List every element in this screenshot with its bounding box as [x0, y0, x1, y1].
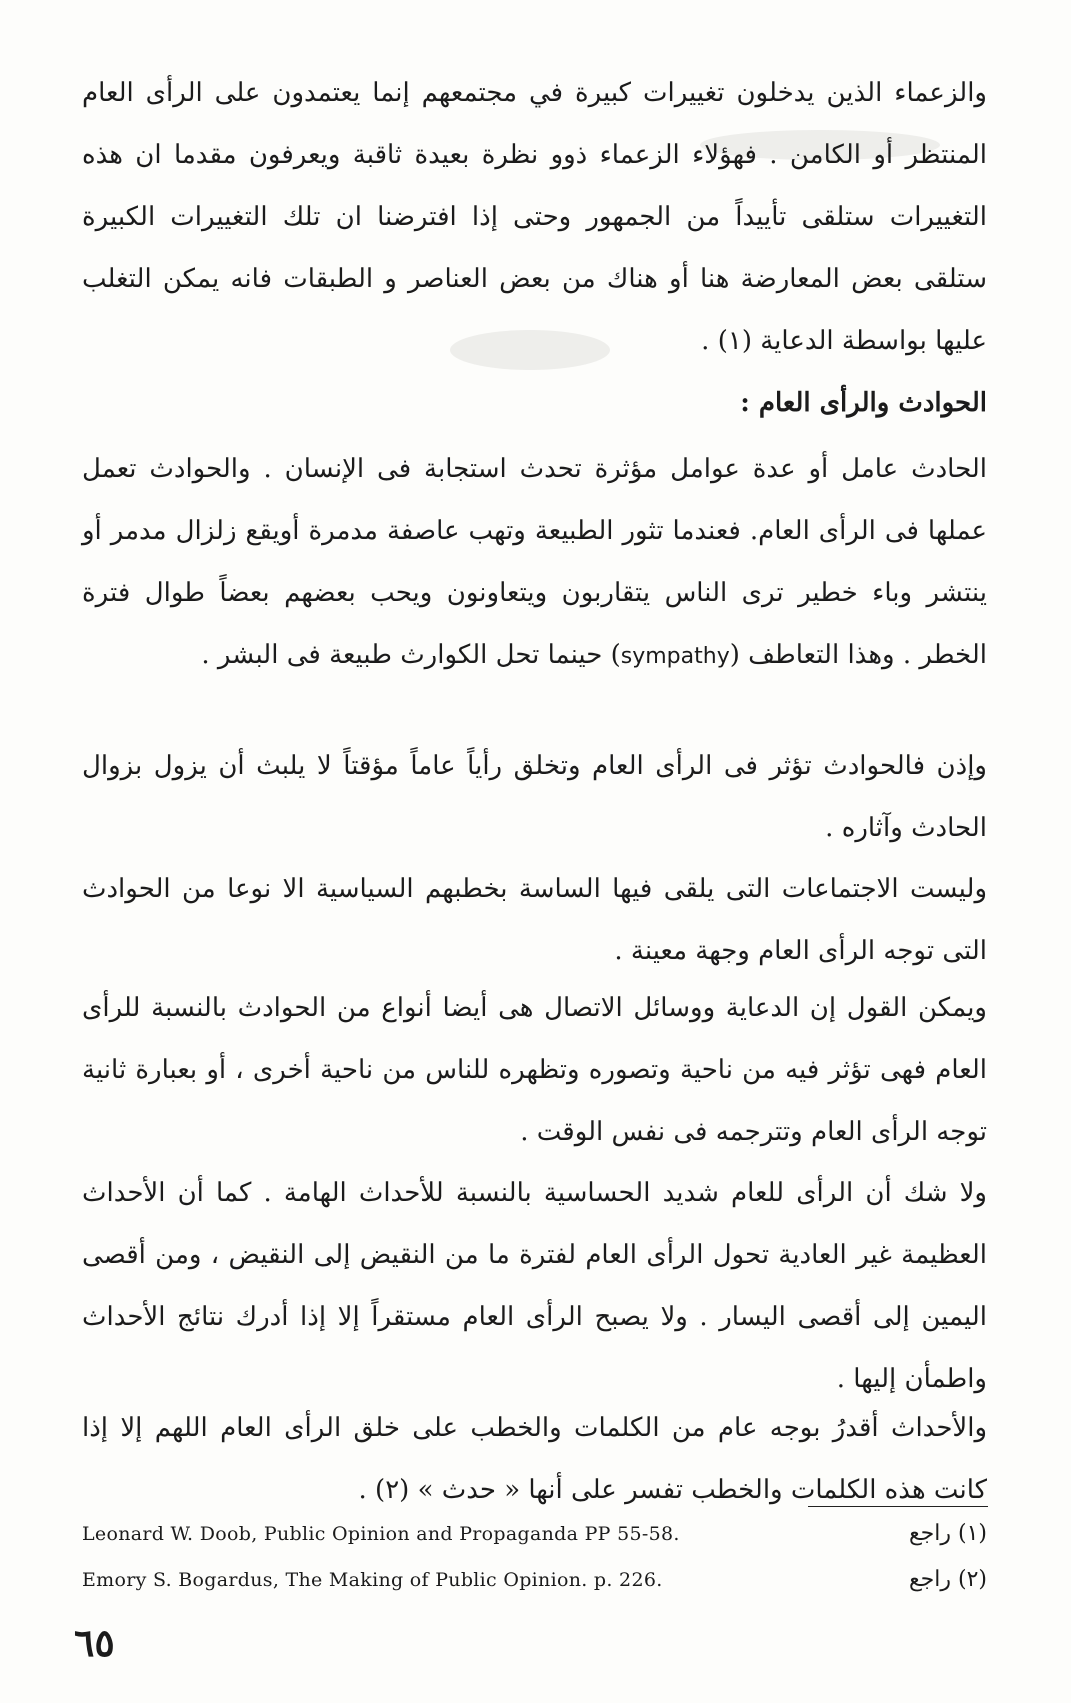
- paragraph-sensitivity: ولا شك أن الرأى للعام شديد الحساسية بالنسبة للأحداث الهامة . كما أن الأحداث العظيمة غير العادية تحول الرأى العام لفترة ما من النقيض إلى النقيض ، ومن أقصى اليمين إلى أقصى اليسار . ولا يصبح الرأى العام مستقراً إلا إذا أدرك نتائج الأحداث واطمأن إليها .: [82, 1178, 988, 1394]
- page-number: ٦٥: [74, 1620, 115, 1665]
- footnote-citation: Emory S. Bogardus, The Making of Public Opinion. p. 226.: [82, 1569, 663, 1591]
- section-heading: الحوادث والرأى العام :: [740, 388, 987, 418]
- footnote-marker: (١) راجع: [908, 1521, 987, 1546]
- paragraph-events: [82, 438, 987, 688]
- paragraph-events-part-b: ) حينما تحل الكوارث طبيعة فى البشر .: [201, 640, 621, 670]
- footnote-marker: (٢) راجع: [908, 1567, 987, 1592]
- paragraph-leaders: والزعماء الذين يدخلون تغييرات كبيرة في مجتمعهم إنما يعتمدون على الرأى العام المنتظر أو الكامن . فهؤلاء الزعماء ذوو نظرة بعيدة ثاقبة ويعرفون مقدما ان هذه التغييرات ستلقى تأييداً من الجمهور وحتى إذا افترضنا ان تلك التغييرات الكبيرة ستلقى بعض المعارضة هنا أو هناك من بعض العناصر و الطبقات فانه يمكن التغلب عليها بواسطة الدعاية (١) .: [82, 78, 987, 356]
- footnote-citation: Leonard W. Doob, Public Opinion and Propaganda PP 55-58.: [82, 1523, 680, 1545]
- paragraph-events-part-a: الحادث عامل أو عدة عوامل مؤثرة تحدث استجابة فى الإنسان . والحوادث تعمل عملها فى الرأى العام. فعندما تثور الطبيعة وتهب عاصفة مدمرة أويقع زلزال مدمر أو ينتشر وباء خطير ترى الناس يتقاربون ويتعاونون ويحب بعضهم بعضاً طوال فترة الخطر . وهذا التعاطف (: [82, 454, 987, 670]
- paragraph-meetings: وليست الاجتماعات التى يلقى فيها الساسة بخطبهم السياسية الا نوعا من الحوادث التى توجه الرأى العام وجهة معينة .: [82, 874, 987, 966]
- latin-term: sympathy: [620, 644, 730, 669]
- footnote-divider: [808, 1506, 988, 1507]
- footnote: [82, 1517, 987, 1551]
- footnote: [82, 1563, 987, 1597]
- paragraph-temporary-opinion: وإذن فالحوادث تؤثر فى الرأى العام وتخلق رأياً عاماً مؤقتاً لا يلبث أن يزول بزوال الحادث وآثاره .: [82, 751, 987, 843]
- paragraph-propaganda: ويمكن القول إن الدعاية ووسائل الاتصال هى أيضا أنواع من الحوادث بالنسبة للرأى العام فهى تؤثر فيه من ناحية وتصوره وتظهره للناس من ناحية أخرى ، أو بعبارة ثانية توجه الرأى العام وتترجمه فى نفس الوقت .: [82, 993, 987, 1147]
- paragraph-words-vs-events: والأحداث أقدرُ بوجه عام من الكلمات والخطب على خلق الرأى العام اللهم إلا إذا كانت هذه الكلمات والخطب تفسر على أنها « حدث » (٢) .: [82, 1413, 987, 1505]
